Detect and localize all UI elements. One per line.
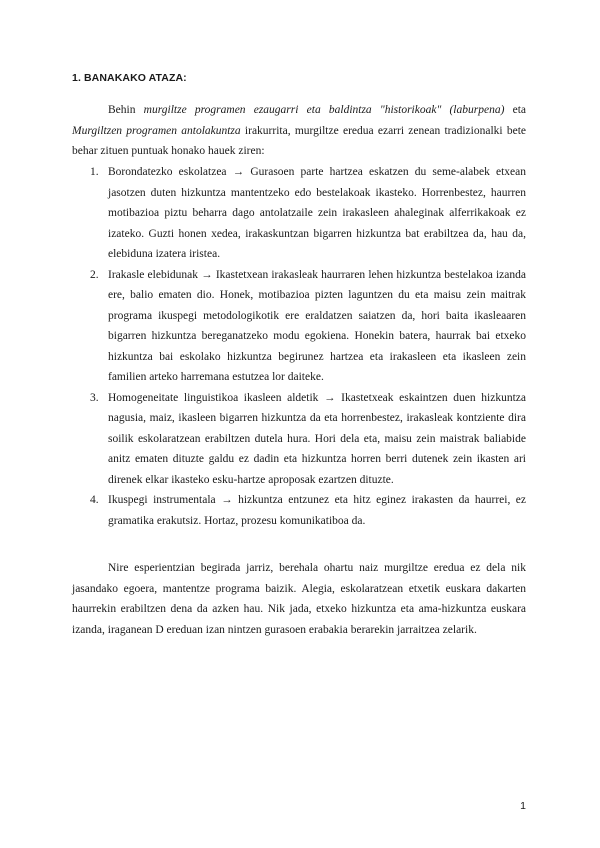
numbered-list (72, 162, 526, 531)
intro-text-1: Behin (108, 104, 144, 116)
list-item-number: 2. (90, 268, 99, 281)
list-item (72, 162, 526, 265)
page-number: 1 (520, 800, 526, 812)
list-item-number: 1. (90, 166, 99, 178)
list-item-text: Homogeneitate linguistikoa ikasleen aldetik → Ikastetxeak eskaintzen duen hizkuntza nagusia, maiz, ikasleen bigarren hizkuntza da eta horrenbestez, irakasleak kontziente dira soilik eskolaratzean erabiltzen dutela hura. Hori dela eta, maisu zein maistrak baliabide anitz ematen dituzte galdu ez dadin eta hizkuntza horren berri dutenek zein ikasten ari direnek elkar ikasteko esku-hartze aproposak ezartzen dituzte. (108, 391, 526, 486)
list-item-text: Borondatezko eskolatzea → Gurasoen parte hartzea eskatzen du seme-alabek etxean jasotzen duten hizkuntza mantentzeko edo bestelakoak ikasteko. Horrenbestez, haurren motibazioa piztu beharra dago antolatzaile zein irakasleen ahaleginak alferrikakoak ez izateko. Guzti honen xedea, irakaskuntzan bigarren hizkuntza bat erabiltzea da, hau da, elebiduna izatera iristea. (108, 166, 526, 260)
list-item-text: Ikuspegi instrumentala → hizkuntza entzunez eta hitz eginez irakasten da haurrei, ez gramatika erakutsiz. Hortaz, prozesu komunikatiboa da. (108, 494, 526, 527)
list-item (72, 265, 526, 388)
section-heading: 1. BANAKAKO ATAZA: (72, 72, 187, 84)
intro-text-3: irakurrita, murgiltze eredua ezarri zenean tradizionalki bete behar zituen puntuak honako hauek ziren: (72, 124, 526, 157)
list-item-number: 3. (90, 391, 99, 404)
closing-paragraph (72, 558, 526, 640)
list-item (72, 388, 526, 491)
list-item-number: 4. (90, 494, 99, 506)
intro-paragraph (72, 100, 526, 162)
intro-italic-title-1: murgiltze programen ezaugarri eta baldintza "historikoak" (laburpena) (143, 104, 505, 116)
intro-italic-title-2: Murgiltzen programen antolakuntza (72, 124, 241, 137)
closing-text: Nire esperientzian begirada jarriz, berehala ohartu naiz murgiltze eredua ez dela nik jasandako egoera, mantentze programa baizik. Alegia, eskolaratzean etxetik euskara dakarten haurrekin erabiltzen dena da azken hau. Nik jada, etxeko hizkuntza eta ama-hizkuntza euskara izanda, iraganean D ereduan izan nintzen gurasoen erabakia berarekin jarraitzea zelarik. (72, 562, 526, 636)
list-item-text: Irakasle elebidunak → Ikastetxean irakasleak haurraren lehen hizkuntza bestelakoa izanda ere, balio ematen dio. Honek, motibazioa pizten laguntzen du eta maisu zein maitrak programa ikuspegi metodologikotik ere eraldatzen saiatzen da, hori baita ikasleaaren bigarren hizkuntza bereganatzeko modu egokiena. Honekin batera, haurrak bai etxeko hizkuntza bai eskolako hizkuntza begirunez hartzea eta irakasleen eta ikasleen zein familien arteko harremana estutzea lor daiteke. (108, 268, 526, 383)
list-item (72, 490, 526, 531)
intro-text-2: eta (504, 104, 526, 116)
